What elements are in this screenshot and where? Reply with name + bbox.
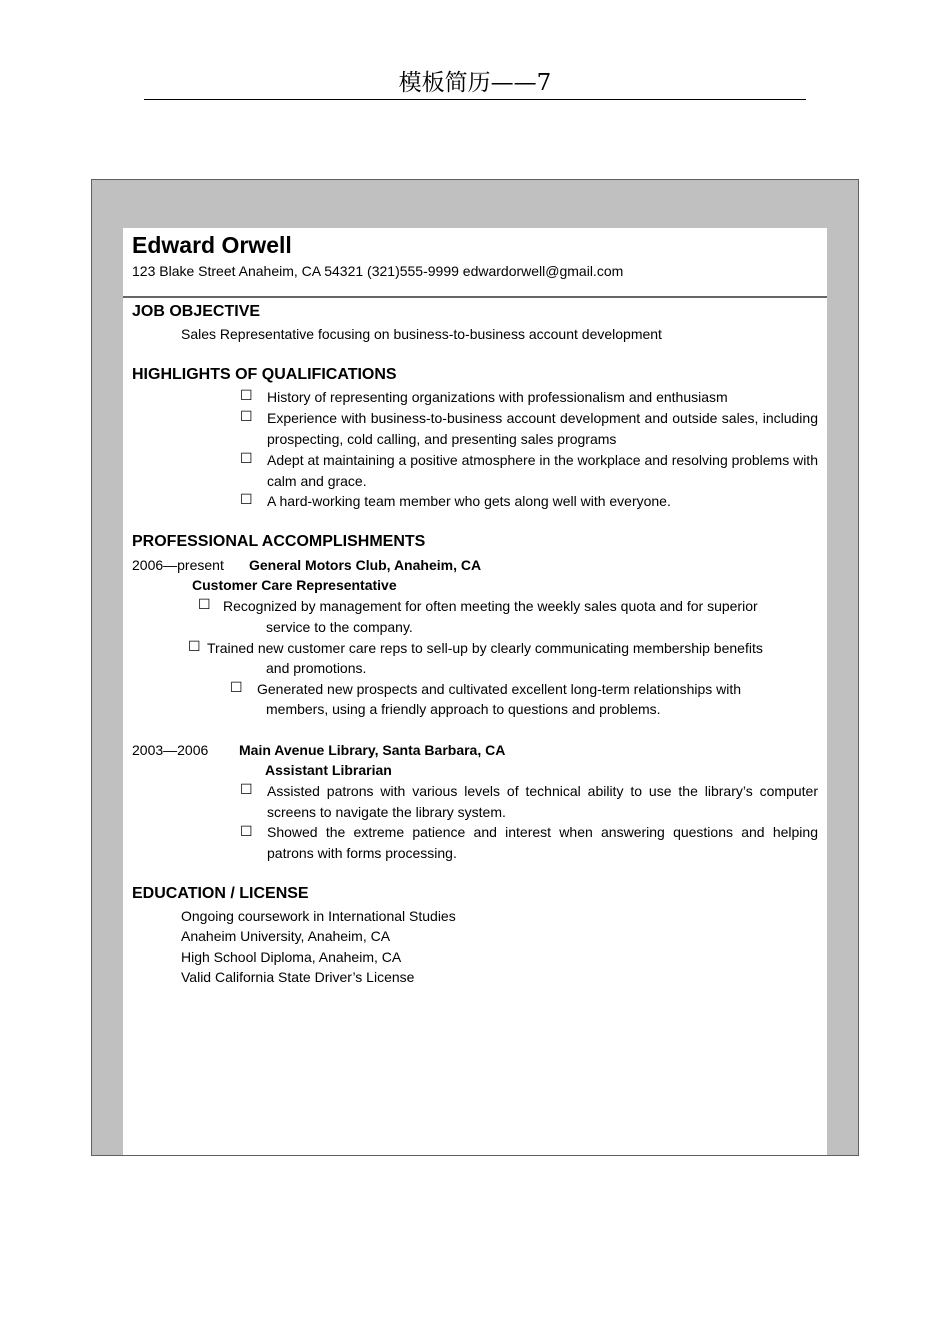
contact-line: 123 Blake Street Anaheim, CA 54321 (321)555-9999 edwardorwell@gmail.com	[132, 263, 624, 279]
job-employer: General Motors Club, Anaheim, CA	[249, 557, 482, 573]
job-item-line: service to the company.	[266, 619, 413, 635]
accomplishments-heading: PROFESSIONAL ACCOMPLISHMENTS	[132, 533, 426, 550]
education-heading: EDUCATION / LICENSE	[132, 885, 309, 902]
job-item: Assisted patrons with various levels of technical ability to use the library’s computer screens to navigate the library system.	[267, 783, 818, 820]
highlight-item: A hard-working team member who gets along well with everyone.	[267, 493, 671, 509]
checkbox-icon: ☐	[230, 680, 243, 696]
job-item-line: Generated new prospects and cultivated excellent long-term relationships with	[257, 681, 742, 697]
education-line: High School Diploma, Anaheim, CA	[181, 949, 402, 965]
objective-heading: JOB OBJECTIVE	[132, 303, 261, 320]
header-divider	[123, 296, 827, 298]
highlight-item: Adept at maintaining a positive atmosphere in the workplace and resolving problems with calm and grace.	[267, 452, 818, 489]
job-item-line: Recognized by management for often meeting the weekly sales quota and for superior	[223, 598, 758, 614]
checkbox-icon: ☐	[240, 782, 253, 798]
job-title: Assistant Librarian	[265, 762, 392, 778]
checkbox-icon: ☐	[240, 824, 253, 840]
checkbox-icon: ☐	[240, 451, 253, 467]
job-item-line: and promotions.	[266, 660, 367, 676]
highlight-item: Experience with business-to-business account development and outside sales, including prospecting, cold calling, and presenting sales programs	[267, 410, 818, 447]
education-line: Valid California State Driver’s License	[181, 969, 415, 985]
education-line: Ongoing coursework in International Studies	[181, 908, 456, 924]
job-item: Showed the extreme patience and interest when answering questions and helping patrons with forms processing.	[267, 824, 818, 861]
highlight-item: History of representing organizations with professionalism and enthusiasm	[267, 389, 728, 405]
checkbox-icon: ☐	[198, 597, 211, 613]
job-employer: Main Avenue Library, Santa Barbara, CA	[239, 742, 506, 758]
job-item-line: Trained new customer care reps to sell-up by clearly communicating membership benefits	[207, 640, 763, 656]
checkbox-icon: ☐	[188, 639, 201, 655]
job-dates: 2003—2006	[132, 742, 209, 758]
checkbox-icon: ☐	[240, 388, 253, 404]
highlights-heading: HIGHLIGHTS OF QUALIFICATIONS	[132, 366, 397, 383]
checkbox-icon: ☐	[240, 409, 253, 425]
checkbox-icon: ☐	[240, 492, 253, 508]
job-dates: 2006—present	[132, 557, 224, 573]
education-line: Anaheim University, Anaheim, CA	[181, 928, 391, 944]
job-item-line: members, using a friendly approach to questions and problems.	[266, 701, 661, 717]
objective-text: Sales Representative focusing on business-to-business account development	[181, 326, 662, 342]
document-title: 模板简历——7	[144, 68, 806, 100]
job-title: Customer Care Representative	[192, 577, 397, 593]
candidate-name: Edward Orwell	[132, 232, 292, 258]
